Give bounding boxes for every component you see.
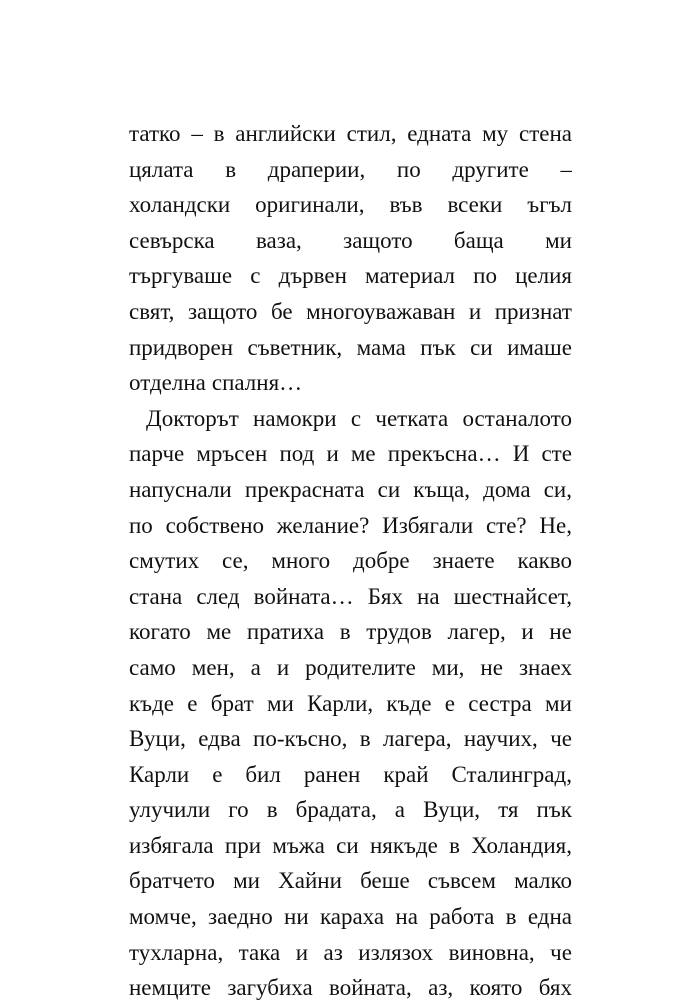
word: когато: [129, 619, 191, 645]
word: много: [271, 548, 331, 574]
word: целия: [515, 263, 572, 289]
word: севърска: [129, 227, 215, 253]
text-line: [129, 757, 572, 793]
word: е: [212, 761, 223, 787]
word: тя: [498, 797, 519, 823]
word: с: [250, 263, 261, 289]
word: отделна: [129, 370, 206, 396]
word: дома: [483, 476, 531, 502]
word: Сталинград,: [451, 761, 572, 787]
text-line: [129, 721, 572, 757]
word: Хайни: [278, 868, 342, 894]
word: ъгъл: [527, 192, 572, 218]
text-line: [129, 116, 572, 152]
word: виновна,: [448, 939, 535, 965]
word: а: [394, 797, 406, 823]
word: пък: [536, 797, 572, 823]
word: е: [444, 690, 455, 716]
word: стил,: [346, 121, 397, 146]
word: търгуваше: [129, 263, 233, 289]
word: мама: [356, 334, 406, 360]
word: холандски: [129, 192, 231, 218]
word: си: [470, 334, 493, 360]
word: край: [383, 761, 429, 787]
word: с: [350, 405, 362, 431]
word: напуснали: [129, 476, 232, 502]
word: защото: [343, 227, 413, 253]
word: под: [279, 441, 315, 467]
text-line: [129, 686, 572, 722]
word: бях: [538, 975, 572, 1001]
word: лагера,: [382, 726, 452, 752]
word: си: [377, 476, 401, 502]
word: и: [295, 939, 309, 965]
word: немците: [129, 975, 211, 1001]
word: му: [482, 121, 509, 146]
word: признат: [494, 298, 572, 324]
text-line: [129, 401, 572, 437]
text-line: [129, 187, 572, 223]
text-line: [129, 863, 572, 899]
word: останалото: [462, 405, 572, 431]
word: пратиха: [246, 619, 325, 645]
word: шестнайсет,: [453, 583, 572, 609]
text-line: [129, 508, 572, 544]
word: сестра: [468, 690, 532, 716]
word: и: [468, 298, 482, 324]
word: загубиха: [227, 975, 313, 1001]
word: Вуци,: [423, 797, 481, 823]
word: английски: [235, 121, 336, 146]
word: Карли: [129, 761, 190, 787]
word: по: [396, 156, 421, 182]
word: мръсен: [196, 441, 268, 467]
text-line: [129, 935, 572, 971]
word: парче: [129, 441, 185, 467]
word: стена: [518, 121, 572, 146]
word: в: [505, 904, 517, 930]
word: пък: [420, 334, 456, 360]
word: прекрасната: [244, 476, 365, 502]
text-line: [129, 152, 572, 188]
word: караха: [319, 904, 385, 930]
word: в: [339, 619, 351, 645]
word: материал: [365, 263, 456, 289]
word: Избягали: [382, 512, 474, 538]
word: стана: [129, 583, 183, 609]
word: заедно: [208, 904, 273, 930]
text-line: [129, 579, 572, 615]
word: знаете: [432, 548, 495, 574]
word: къща,: [413, 476, 471, 502]
word: в: [359, 726, 371, 752]
word: брадата,: [295, 797, 377, 823]
word: намокри: [253, 405, 337, 431]
word: Вуци,: [129, 726, 186, 752]
word: си: [336, 832, 359, 858]
word: излязох: [358, 939, 434, 965]
word: драперии,: [267, 156, 366, 182]
word: войната,: [329, 975, 412, 1001]
word: а: [250, 654, 261, 680]
word: съвсем: [427, 868, 496, 894]
word: аз: [323, 939, 343, 965]
word: ми,: [431, 654, 465, 680]
word: защото: [187, 298, 258, 324]
word: знаех: [518, 654, 572, 680]
word: Карли,: [307, 690, 374, 716]
word: какво: [517, 548, 572, 574]
word: всеки: [447, 192, 503, 218]
word: добре: [353, 548, 410, 574]
word: другите: [452, 156, 529, 182]
word: Холандия,: [471, 832, 572, 858]
word: съветник,: [247, 334, 343, 360]
word: че: [550, 726, 572, 752]
word: цялата: [129, 156, 194, 182]
word: къде: [386, 690, 432, 716]
word: спалня…: [211, 370, 303, 396]
word: ранен: [303, 761, 361, 787]
word: ме: [350, 441, 376, 467]
text-line: [129, 365, 572, 401]
word: в: [449, 832, 461, 858]
word: някъде: [369, 832, 438, 858]
word: трудов: [366, 619, 432, 645]
word: и: [276, 654, 290, 680]
text-line: [129, 828, 572, 864]
word: –: [560, 156, 572, 182]
text-line: [129, 614, 572, 650]
word: работа: [429, 904, 495, 930]
word: мен,: [191, 654, 235, 680]
word: ни: [284, 904, 309, 930]
word: една: [527, 904, 572, 930]
word: многоуважаван: [306, 298, 456, 324]
word: научих,: [463, 726, 538, 752]
word: в: [225, 156, 237, 182]
word: лагер,: [447, 619, 506, 645]
text-line: [129, 223, 572, 259]
word: сте: [541, 441, 572, 467]
word: баща: [453, 227, 504, 253]
word: и: [521, 619, 534, 645]
word: в: [266, 797, 278, 823]
word: не: [549, 619, 572, 645]
text-line: [129, 543, 572, 579]
word: брат: [210, 690, 254, 716]
word: момче,: [129, 904, 197, 930]
word: ваза,: [255, 227, 302, 253]
text-line: [129, 258, 572, 294]
word: ми: [545, 690, 572, 716]
word: ми: [233, 868, 260, 894]
word: мъжа: [272, 832, 325, 858]
word: по-късно,: [253, 726, 348, 752]
word: и: [326, 441, 339, 467]
word: придворен: [129, 334, 234, 360]
word: се,: [222, 548, 249, 574]
word: ме: [206, 619, 232, 645]
word: във: [389, 192, 423, 218]
word: на: [395, 904, 418, 930]
word: само: [129, 654, 176, 680]
word: четката: [375, 405, 449, 431]
word: дървен: [278, 263, 347, 289]
word: улучили: [129, 797, 211, 823]
word: –: [191, 121, 203, 146]
word: родителите: [305, 654, 416, 680]
word: Бях: [367, 583, 403, 609]
word: в: [213, 121, 225, 146]
text-line: [129, 899, 572, 935]
text-line: [129, 436, 572, 472]
word: братчето: [129, 868, 215, 894]
word: Не,: [539, 512, 572, 538]
text-line: [129, 970, 572, 1006]
word: при: [224, 832, 262, 858]
word: ми: [266, 690, 294, 716]
text-line: [129, 294, 572, 330]
word: бе: [270, 298, 293, 324]
word: по: [129, 512, 153, 538]
word: Докторът: [146, 405, 239, 431]
word: малко: [514, 868, 572, 894]
text-line: [129, 472, 572, 508]
word: след: [196, 583, 240, 609]
word: не: [480, 654, 503, 680]
word: така: [238, 939, 281, 965]
word: собствено: [165, 512, 265, 538]
text-line: [129, 650, 572, 686]
word: го: [228, 797, 249, 823]
word: смутих: [129, 548, 200, 574]
word: къде: [129, 690, 174, 716]
word: която: [469, 975, 523, 1001]
word: аз,: [428, 975, 454, 1001]
word: че: [550, 939, 572, 965]
word: имаше: [507, 334, 572, 360]
word: си,: [543, 476, 572, 502]
word: на: [417, 583, 440, 609]
word: беше: [360, 868, 410, 894]
word: едната: [407, 121, 472, 146]
word: свят,: [129, 298, 175, 324]
word: оригинали,: [255, 192, 365, 218]
word: избягала: [129, 832, 214, 858]
word: ми: [545, 227, 572, 253]
word: тухларна,: [129, 939, 224, 965]
word: желание?: [276, 512, 370, 538]
text-line: [129, 792, 572, 828]
word: войната…: [253, 583, 354, 609]
word: сте?: [485, 512, 527, 538]
word: прекъсна…: [387, 441, 501, 467]
text-line: [129, 330, 572, 366]
word: И: [512, 441, 530, 467]
word: по: [473, 263, 497, 289]
word: едва: [198, 726, 241, 752]
body-text: [129, 116, 572, 1006]
word: татко: [129, 121, 181, 146]
word: бил: [245, 761, 281, 787]
word: е: [187, 690, 198, 716]
